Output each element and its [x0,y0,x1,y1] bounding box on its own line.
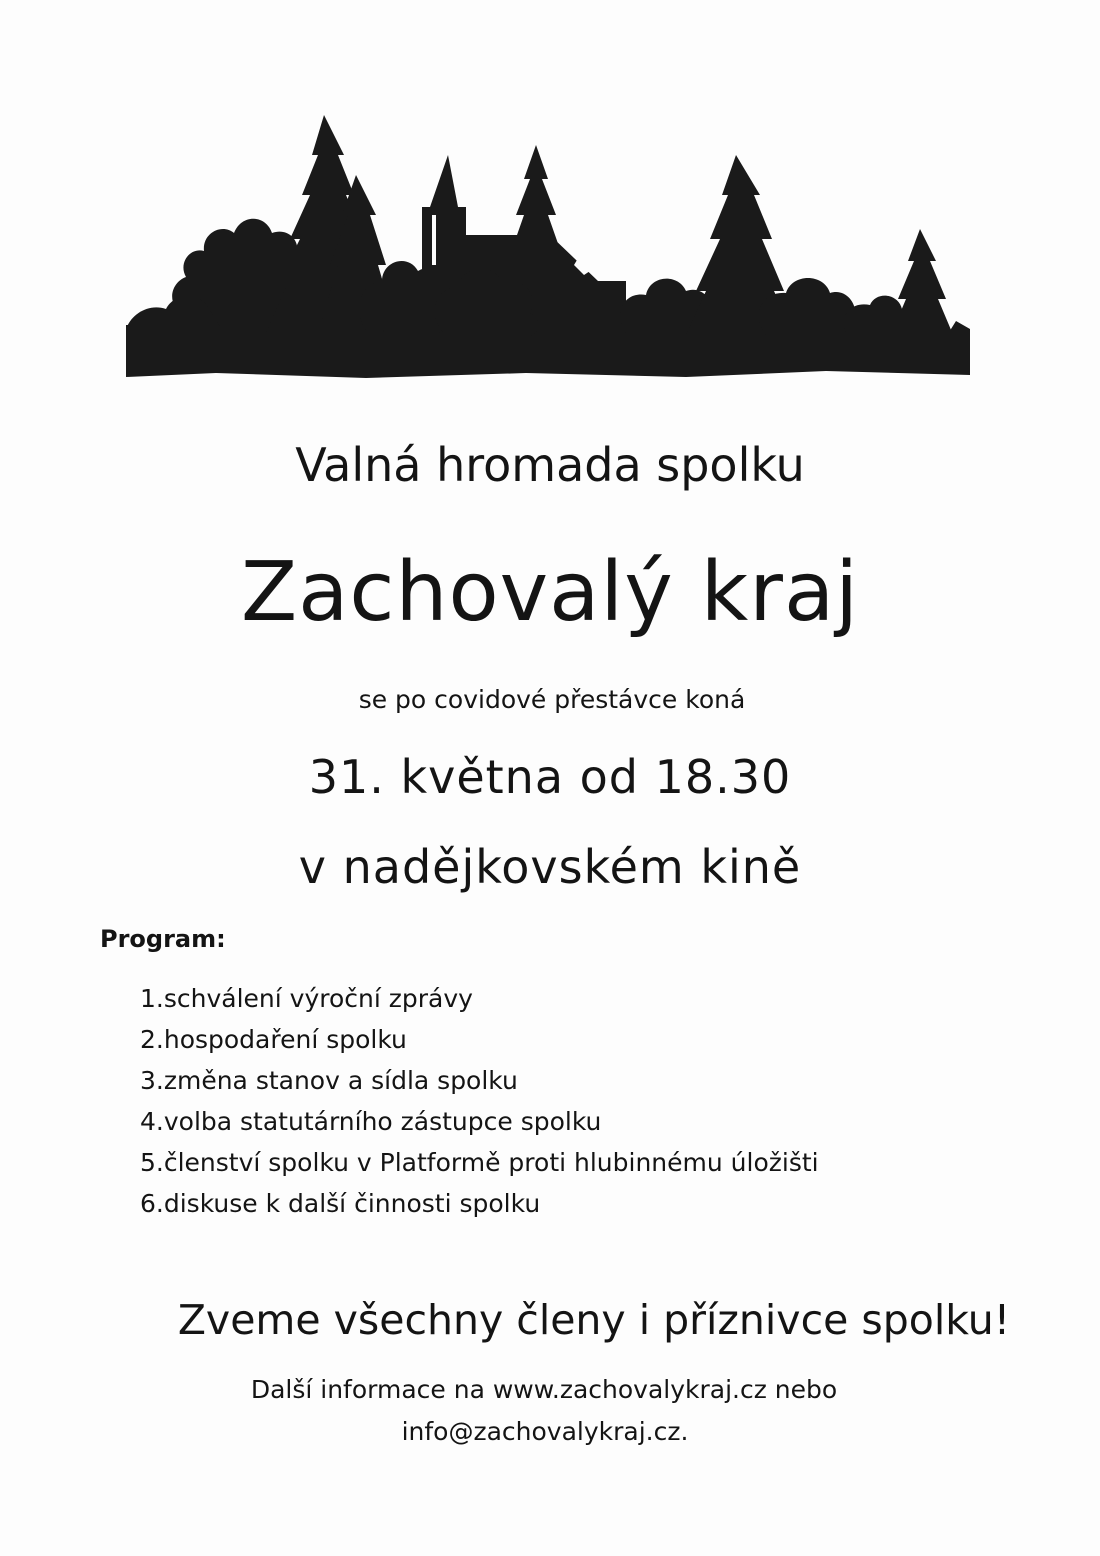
event-intro: se po covidové přestávce koná [358,685,746,714]
event-venue: v nadějkovském kině [298,840,802,894]
info-line-website: Další informace na www.zachovalykraj.cz nebo [250,1375,838,1404]
program-item: 3.změna stanov a sídla spolku [140,1066,518,1095]
info-line-email: info@zachovalykraj.cz. [401,1417,689,1446]
program-item: 4.volba statutárního zástupce spolku [140,1107,602,1136]
program-item: 1.schválení výroční zprávy [140,984,473,1013]
program-item: 5.členství spolku v Platformě proti hlubinnému úložišti [140,1148,819,1177]
organization-title: Zachovalý kraj [240,545,860,640]
program-list [140,978,819,1224]
event-subtitle: Valná hromada spolku [295,438,805,492]
program-heading: Program: [100,925,226,953]
invitation-text: Zveme všechny členy i příznivce spolku! [177,1296,1011,1344]
program-item: 6.diskuse k další činnosti spolku [140,1189,541,1218]
program-item: 2.hospodaření spolku [140,1025,407,1054]
event-date: 31. května od 18.30 [308,750,792,804]
village-silhouette-icon [126,115,970,383]
